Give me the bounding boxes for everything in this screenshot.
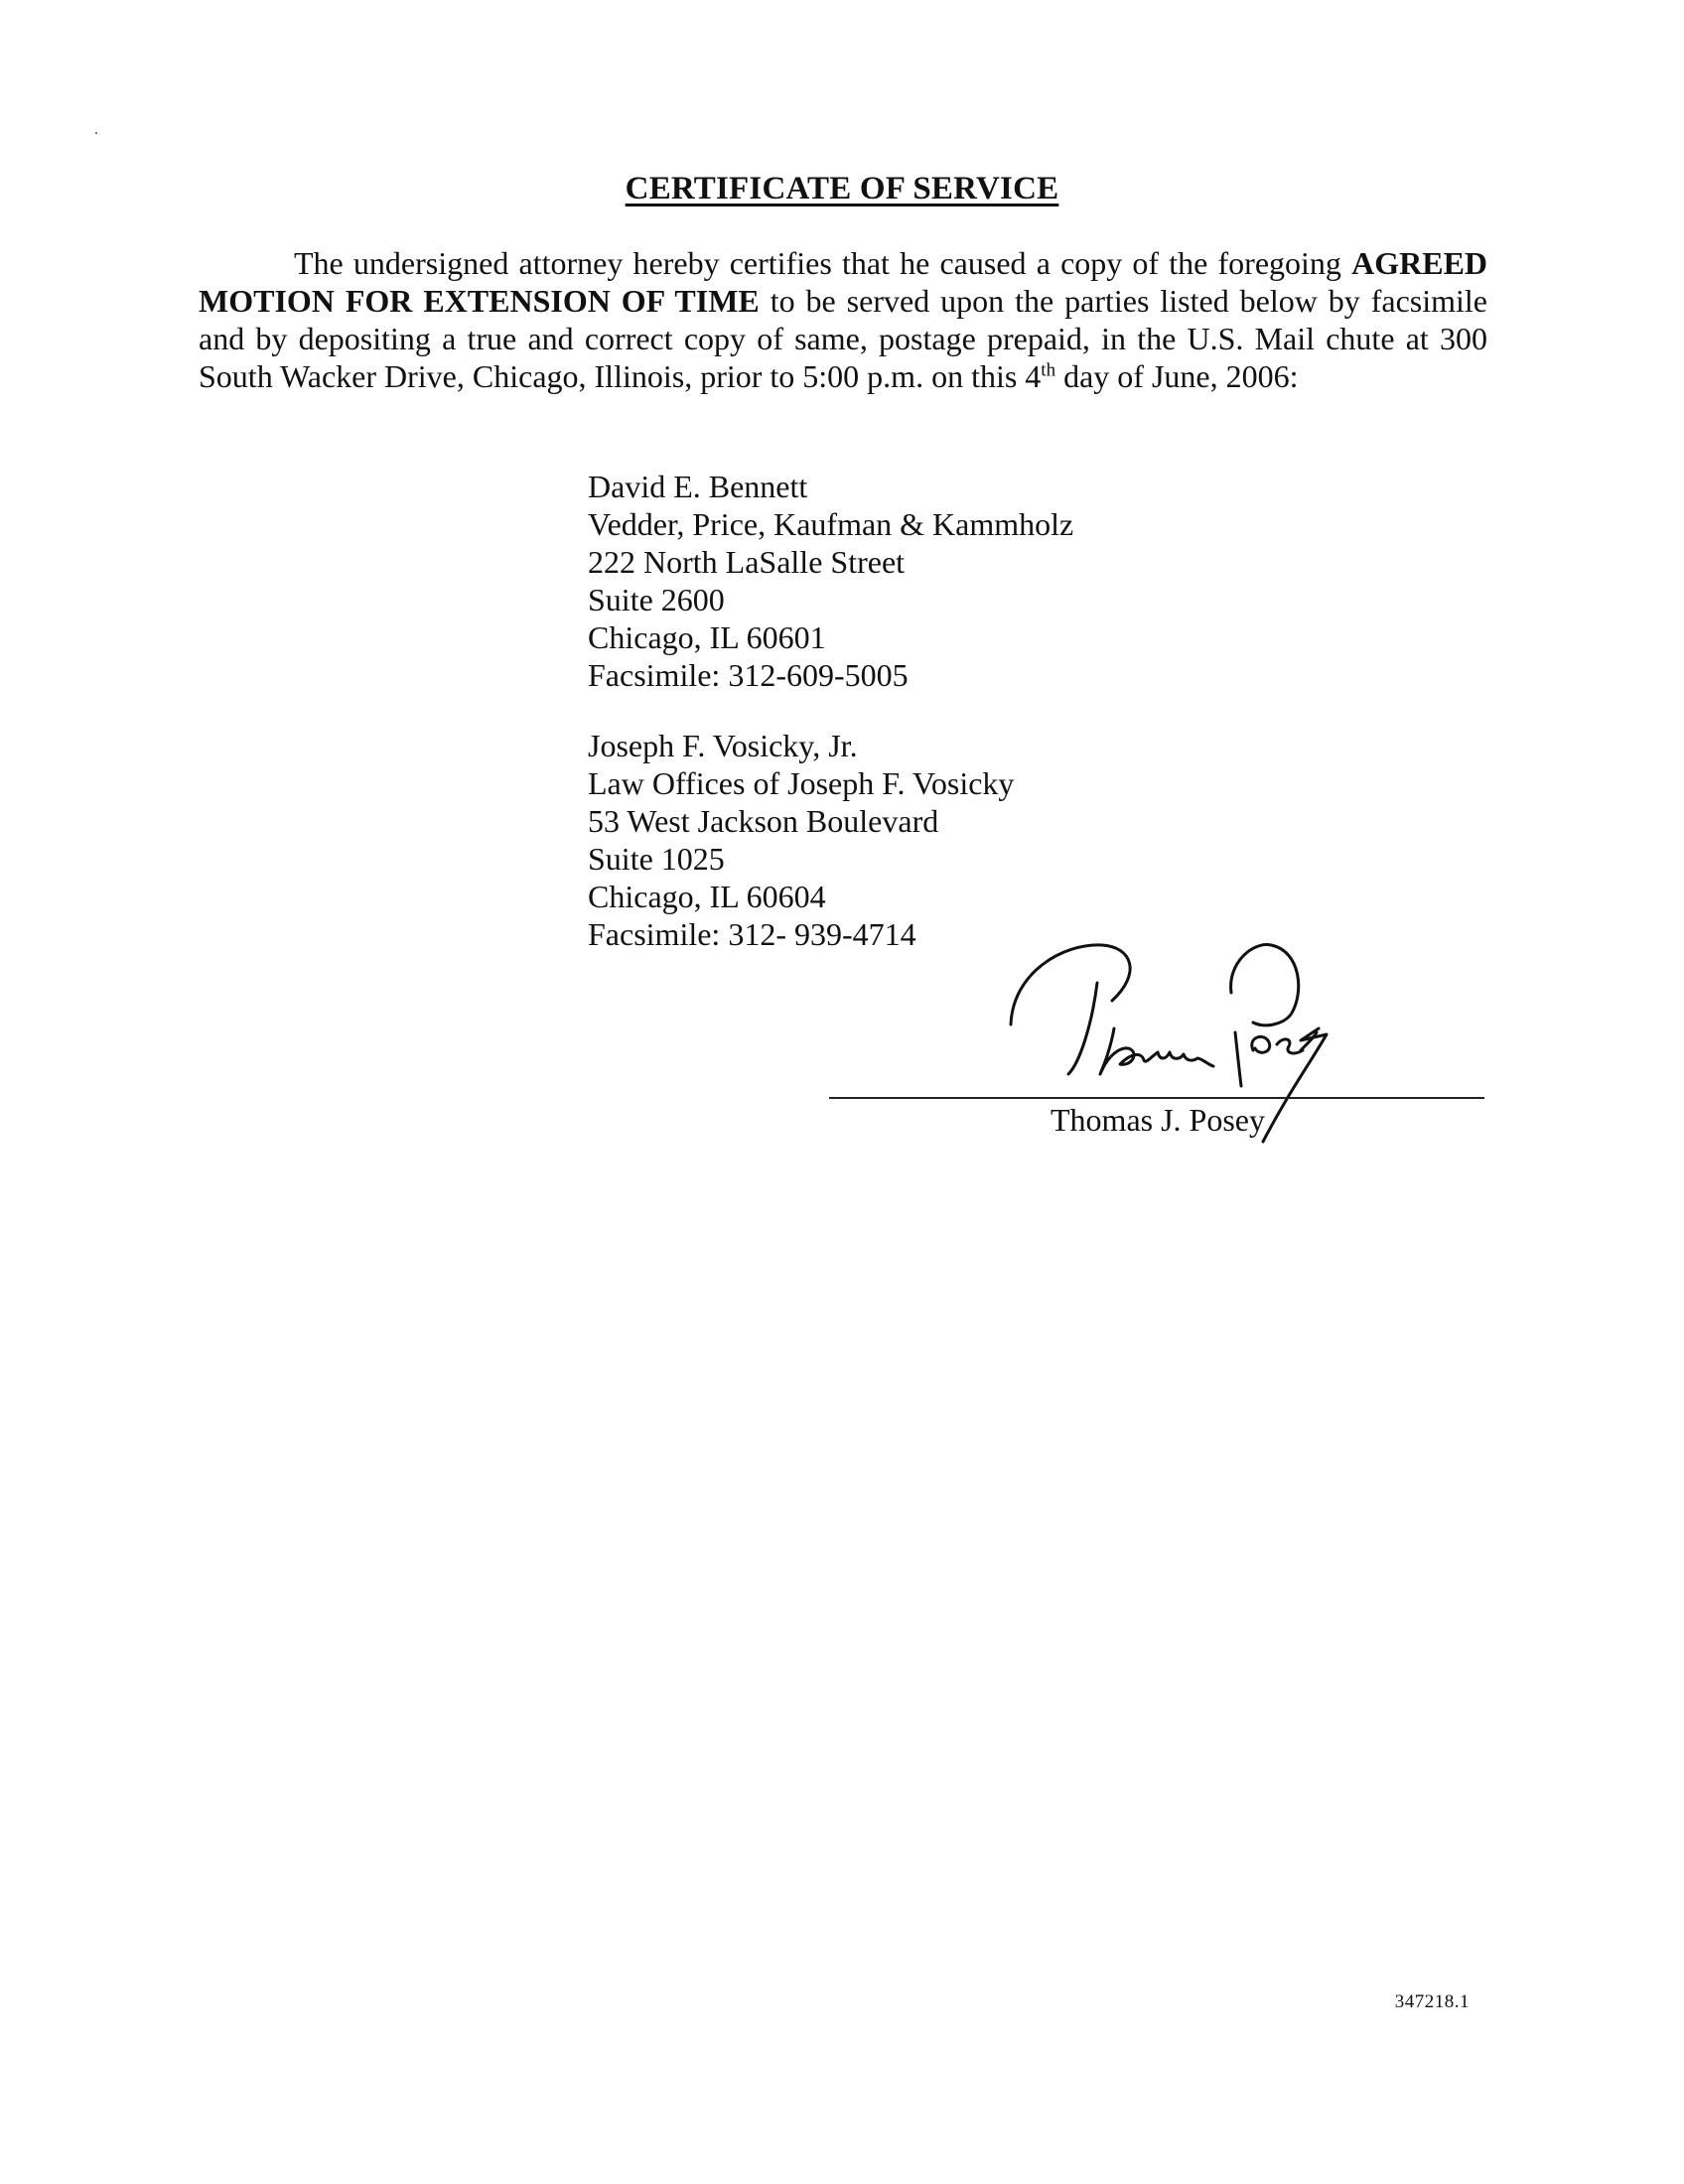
signature-line bbox=[829, 1097, 1484, 1099]
recipient-firm: Vedder, Price, Kaufman & Kammholz bbox=[588, 506, 1074, 542]
recipient-street: 53 West Jackson Boulevard bbox=[588, 803, 939, 839]
recipient-city: Chicago, IL 60601 bbox=[588, 619, 826, 655]
recipient-city: Chicago, IL 60604 bbox=[588, 879, 826, 914]
paragraph-ending: day of June, 2006: bbox=[1063, 358, 1299, 394]
page-title: CERTIFICATE OF SERVICE bbox=[625, 171, 1059, 206]
recipient-suite: Suite 2600 bbox=[588, 582, 725, 617]
recipient-address-2 bbox=[588, 727, 1014, 953]
recipient-suite: Suite 1025 bbox=[588, 841, 725, 877]
signer-name: Thomas J. Posey bbox=[1051, 1102, 1265, 1138]
recipient-fax: Facsimile: 312-609-5005 bbox=[588, 657, 909, 693]
recipient-name: David E. Bennett bbox=[588, 469, 808, 504]
document-number: 347218.1 bbox=[1394, 1991, 1470, 2012]
scan-speck bbox=[95, 132, 97, 134]
recipient-street: 222 North LaSalle Street bbox=[588, 544, 906, 580]
recipient-name: Joseph F. Vosicky, Jr. bbox=[588, 728, 858, 763]
recipient-address-1 bbox=[588, 468, 1073, 694]
paragraph-intro: The undersigned attorney hereby certifies that he caused a copy of the foregoing bbox=[294, 245, 1341, 281]
certification-paragraph bbox=[199, 244, 1487, 395]
recipient-fax: Facsimile: 312- 939-4714 bbox=[588, 916, 916, 952]
paragraph-middle: to be served upon the parties listed below by facsimile and by depositing a true and correct copy of same, postage prepaid, in the U.S. Mail chute at 300 South Wacker Drive, Chicago, Illinois, prior to 5:00 p.m. on this 4 bbox=[199, 283, 1488, 394]
motion-title: AGREED MOTION FOR EXTENSION OF TIME bbox=[199, 245, 1488, 319]
ordinal-suffix: th bbox=[1041, 359, 1056, 381]
recipient-firm: Law Offices of Joseph F. Vosicky bbox=[588, 765, 1015, 801]
